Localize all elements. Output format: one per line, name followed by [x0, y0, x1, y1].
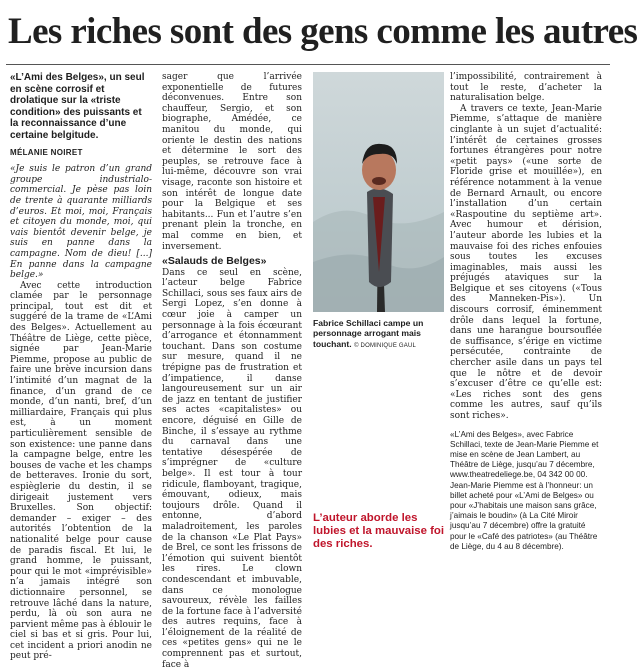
body-paragraph-5: A travers ce texte, Jean-Marie Piemme, s’attaque de manière cinglante à un sujet d’actualité: l’intérêt de certaines grosses fortunes étrangères pour notre «petit pays» («une sorte de Floride grise et mouillée»), en référence notamment à la venue de Bernard Arnault, ou encore l’installation d’un certain «Raspoutine du septième art». Avec humour et dérision, l’auteur aborde les lubies et la mauvaise foi des riches enfouies sous toutes les excuses imaginables, mais aussi les préjugés ataviques sur la Belgique et ses citoyens («Tous des Manneken-Pis»). Un discours corrosif, éminemment drôle dans lequel la fortune, dans une harangue boursouflée de suffisance, s’érige en victime persécutée, contrainte de chercher asile dans un pays tel que le nôtre et de devoir s’excuser d’être ce qu’elle est: «Les riches sont des gens comme les autres, sauf qu’ils sont riches».: [450, 103, 602, 421]
photo-credit: © DOMINIQUE GAUL: [354, 342, 417, 349]
pull-quote: L’auteur aborde les lubies et la mauvaise foi des riches.: [313, 512, 445, 550]
lead-paragraph: «L’Ami des Belges», un seul en scène corrosif et drolatique sur la «triste condition» des puissants et la reconnaissance d’une certaine belgitude.: [10, 72, 145, 141]
body-paragraph-3: Dans ce seul en scène, l’acteur belge Fabrice Schillaci, sous ses faux airs de Sergi Lopez, s’en donne à cœur joie à camper un personnage à la fois écœurant d’arrogance et étonnamment touchant. Dans son costume sur mesure, quand il ne trépigne pas de frustration et d’impatience, il danse langoureusement sur un air de jazz en tentant de justifier ses actes «capitalistes» ou encore, déguisé en Gille de Binche, il s’essaye au rythme du carnaval dans une tentative désespérée de s’imprégner de «culture belge». Il est tour à tour ridicule, flamboyant, tragique, émouvant, odieux, mais toujours drôle. Quand il entonne, d’abord maladroitement, les paroles de la chanson «Le Plat Pays» de Brel, ce sont les frissons de l’émotion qui suivent bientôt les rires. Le clown condescendant et imbuvable, dans ce monologue savoureux, révèle les failles de la fortune face à l’adversité des autres requins, face à l’éloignement de la réalité de ces «petites gens» qui ne le comprennent pas et surtout, face à: [162, 267, 302, 670]
photo-caption: [313, 318, 447, 351]
caption-text: Fabrice Schillaci campe un personnage arrogant mais touchant.: [313, 318, 424, 349]
column-3: [450, 72, 602, 550]
actor-photo: [313, 72, 444, 312]
author-byline: MÉLANIE NOIRET: [10, 147, 83, 157]
body-paragraph-1: Avec cette introduction clamée par le personnage principal, tout est dit et suggéré de la trame de «L’Ami des Belges». Actuellement au Théâtre de Liège, cette pièce, signée par Jean-Marie Piemme, propose au public de faire une brève incursion dans l’intimité d’un magnat de la finance, d’un grand de ce monde, d’un nanti, bref, d’un milliardaire, Français qui plus est, à un moment particulièrement sensible de son existence: une panne dans la campagne belge, entre les bouses de vache et les champs de betteraves. Ironie du sort, espièglerie du destin, il se dirigeait justement vers Bruxelles. Son objectif: demander – exiger – des autorités l’obtention de la nationalité belge pour cause de paradis fiscal. Et lui, le grand homme, le puissant, pour qui le mot «imprévisible» n’a jamais intégré son dictionnaire personnel, se retrouve lâché dans la nature, perdu, là où son aura ne parvient même pas à éblouir le ciel si bas et si gris. Pour lui, cet incident a priori anodin ne peut pré-: [10, 280, 152, 662]
headline: Les riches sont des gens comme les autres: [8, 11, 637, 52]
opening-quote: «Je suis le patron d’un grand groupe industrialo-commercial. Je pèse pas loin de trente à quarante milliards d’euros. Et moi, moi, Français et citoyen du monde, moi, qui vais bientôt devenir belge, je suis en panne dans la campagne. Nom de dieu! [...] En panne dans la campagne belge.»: [10, 164, 152, 281]
body-paragraph-2: sager que l’arrivée exponentielle de futures déconvenues. Entre son chauffeur, Sergio, et son biographe, Amédée, ce manitou du monde, qui oriente le destin des nations et détermine le sort des peuples, se retrouve face à lui-même, découvre son vrai visage, raconte son histoire et son intérêt de longue date pour la Belgique et ses habitants... Fun et l’autre s’en prenant plein la tronche, en mal comme en bien, et inversement.: [162, 72, 302, 252]
info-box: «L’Ami des Belges», avec Fabrice Schillaci, texte de Jean-Marie Piemme et mise en scène de Jean Lambert, au Théâtre de Liège, jusqu’au 7 décembre, www.theatredeliege.be, 04 342 00 00. Jean-Marie Piemme est à l’honneur: un billet acheté pour «L’Ami de Belges» ou pour «J’habitais une maison sans grâce, j’aimais le boudin» (à La Cité Miroir jusqu’au 7 décembre) offre la gratuité pour le «Café des patriotes» (au Théâtre de Liège, du 4 au 8 décembre).: [450, 429, 599, 551]
body-paragraph-4: l’impossibilité, contrairement à tout le reste, d’acheter la naturalisation belge.: [450, 72, 602, 104]
column-1: [10, 72, 152, 662]
subheading: «Salauds de Belges»: [162, 255, 267, 268]
column-2: [162, 72, 302, 670]
headline-rule: [6, 64, 610, 65]
